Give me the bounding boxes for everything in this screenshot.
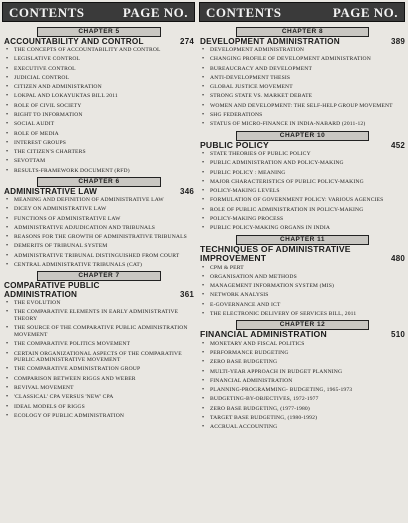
topic-item: • TARGET BASE BUDGETING, (1980-1992) — [200, 415, 405, 422]
header-left — [2, 2, 195, 22]
chapter-label: CHAPTER 8 — [236, 27, 369, 37]
chapter-title: TECHNIQUES OF ADMINISTRATIVE — [200, 243, 351, 254]
topic-item: • ROLE OF CIVIL SOCIETY — [4, 103, 194, 110]
topic-item: • EXECUTIVE CONTROL — [4, 66, 194, 73]
chapter-label: CHAPTER 10 — [236, 131, 369, 141]
topic-item: • CERTAIN ORGANIZATIONAL ASPECTS OF THE COMPARATIVE PUBLIC ADMINISTRATIVE MOVEMENT — [4, 351, 194, 364]
chapter-title-row — [200, 330, 405, 340]
chapter-label: CHAPTER 7 — [37, 271, 161, 281]
topic-item: • STATUS OF MICRO-FINANCE IN INDIA-NABARD (2011-12) — [200, 121, 405, 128]
topic-item: • RIGHT TO INFORMATION — [4, 112, 194, 119]
topic-item: • PERFORMANCE BUDGETING — [200, 350, 405, 357]
topic-item: • STRONG STATE VS. MARKET DEBATE — [200, 93, 405, 100]
topic-item: • ZERO BASE BUDGETING, (1977-1980) — [200, 406, 405, 413]
contents-heading: CONTENTS — [206, 5, 282, 20]
topic-item: • COMPARISON BETWEEN RIGGS AND WEBER — [4, 376, 194, 383]
chapter-title: PUBLIC POLICY — [200, 139, 269, 150]
topic-item: • MULTI-YEAR APPROACH IN BUDGET PLANNING — [200, 369, 405, 376]
chapter-page: 452 — [391, 140, 405, 150]
topic-item: • SOCIAL AUDIT — [4, 121, 194, 128]
topic-item: • SHG FEDERATIONS — [200, 112, 405, 119]
topic-item: • THE COMPARATIVE POLITICS MOVEMENT — [4, 341, 194, 348]
topic-item: • THE SOURCE OF THE COMPARATIVE PUBLIC ADMINISTRATION MOVEMENT — [4, 325, 194, 338]
topic-item: • IDEAL MODELS OF RIGGS — [4, 404, 194, 411]
topic-list — [200, 341, 405, 431]
topic-item: • E-GOVERNANCE AND ICT — [200, 302, 405, 309]
chapter-page: 274 — [180, 37, 194, 46]
topic-item: • PLANNING-PROGRAMMING- BUDGETING, 1965-1973 — [200, 387, 405, 394]
topic-item: • FINANCIAL ADMINISTRATION — [200, 378, 405, 385]
topic-item: • CHANGING PROFILE OF DEVELOPMENT ADMINISTRATION — [200, 56, 405, 63]
topic-item: • ROLE OF MEDIA — [4, 131, 194, 138]
header-right — [199, 2, 405, 22]
chapter-title: ADMINISTRATIVE LAW — [4, 186, 98, 196]
topic-item: • THE ELECTRONIC DELIVERY OF SERVICES BILL, 2011 — [200, 311, 405, 318]
topic-item: • 'CLASSICAL' CPA VERSUS 'NEW' CPA — [4, 394, 194, 401]
chapter-label: CHAPTER 11 — [236, 235, 369, 245]
topic-item: • REVIVAL MOVEMENT — [4, 385, 194, 392]
topic-item: • CENTRAL ADMINISTRATIVE TRIBUNALS (CAT) — [4, 262, 194, 269]
chapter-title-row — [200, 254, 405, 264]
chapter-page: 361 — [180, 290, 194, 300]
chapter-title-row — [4, 290, 194, 299]
topic-item: • ANTI-DEVELOPMENT THESIS — [200, 75, 405, 82]
chapter-title-row — [4, 37, 194, 46]
topic-list — [4, 197, 194, 269]
topic-item: • WOMEN AND DEVELOPMENT: THE SELF-HELP GROUP MOVEMENT — [200, 103, 405, 110]
topic-list — [200, 47, 405, 128]
topic-item: • DICEY ON ADMINISTRATIVE LAW — [4, 206, 194, 213]
topic-item: • MANAGEMENT INFORMATION SYSTEM (MIS) — [200, 283, 405, 290]
topic-item: • ZERO BASE BUDGETING — [200, 359, 405, 366]
chapter-label: CHAPTER 6 — [37, 177, 161, 187]
chapter-title: COMPARATIVE PUBLIC — [4, 281, 100, 291]
topic-item: • BUDGETING-BY-OBJECTIVES, 1972-1977 — [200, 396, 405, 403]
topic-item: • PUBLIC ADMINISTRATION AND POLICY-MAKING — [200, 160, 405, 167]
chapter-title: IMPROVEMENT — [200, 253, 267, 264]
topic-item: • MEANING AND DEFINITION OF ADMINISTRATIVE LAW — [4, 197, 194, 204]
right-column — [200, 26, 405, 434]
topic-item: • THE COMPARATIVE ADMINISTRATION GROUP — [4, 366, 194, 373]
topic-item: • ORGANISATION AND METHODS — [200, 274, 405, 281]
topic-item: • FUNCTIONS OF ADMINISTRATIVE LAW — [4, 216, 194, 223]
topic-item: • MAJOR CHARACTERISTICS OF PUBLIC POLICY-MAKING — [200, 179, 405, 186]
topic-item: • PUBLIC POLICY-MAKING ORGANS IN INDIA — [200, 225, 405, 232]
chapter-title-row — [4, 281, 194, 290]
topic-item: • DEVELOPMENT ADMINISTRATION — [200, 47, 405, 54]
chapter-title: ADMINISTRATION — [4, 290, 78, 300]
chapter-title-row — [200, 37, 405, 46]
topic-item: • THE EVOLUTION — [4, 300, 194, 307]
chapter-page: 346 — [180, 186, 194, 196]
topic-item: • THE COMPARATIVE ELEMENTS IN EARLY ADMINISTRATIVE THEORY — [4, 309, 194, 322]
topic-item: • JUDICIAL CONTROL — [4, 75, 194, 82]
topic-item: • FORMULATION OF GOVERNMENT POLICY: VARIOUS AGENCIES — [200, 197, 405, 204]
topic-item: • BUREAUCRACY AND DEVELOPMENT — [200, 66, 405, 73]
topic-item: • NETWORK ANALYSIS — [200, 292, 405, 299]
topic-item: • ACCRUAL ACCOUNTING — [200, 424, 405, 431]
chapter-page: 480 — [391, 254, 405, 264]
topic-item: • THE CITIZEN'S CHARTERS — [4, 149, 194, 156]
topic-item: • POLICY-MAKING LEVELS — [200, 188, 405, 195]
left-column — [4, 26, 194, 422]
chapter-page: 510 — [391, 330, 405, 340]
topic-item: • ADMINISTRATIVE TRIBUNAL DISTINGUISHED FROM COURT — [4, 253, 194, 260]
topic-item: • POLICY-MAKING PROCESS — [200, 216, 405, 223]
topic-item: • CPM & PERT — [200, 265, 405, 272]
topic-item: • GLOBAL JUSTICE MOVEMENT — [200, 84, 405, 91]
topic-item: • STATE THEORIES OF PUBLIC POLICY — [200, 151, 405, 158]
topic-item: • THE CONCEPTS OF ACCOUNTABILITY AND CONTROL — [4, 47, 194, 54]
chapter-title: ACCOUNTABILITY AND CONTROL — [4, 37, 144, 46]
topic-item: • ADMINISTRATIVE ADJUDICATION AND TRIBUNALS — [4, 225, 194, 232]
chapter-title: FINANCIAL ADMINISTRATION — [200, 329, 327, 340]
chapter-title: DEVELOPMENT ADMINISTRATION — [200, 37, 340, 46]
topic-item: • MONETARY AND FISCAL POLITICS — [200, 341, 405, 348]
chapter-title-row — [200, 141, 405, 151]
page-no-heading: PAGE NO. — [332, 5, 398, 20]
topic-item: • CITIZEN AND ADMINISTRATION — [4, 84, 194, 91]
chapter-label: CHAPTER 12 — [236, 320, 369, 330]
topic-item: • LEGISLATIVE CONTROL — [4, 56, 194, 63]
topic-item: • ECOLOGY OF PUBLIC ADMINISTRATION — [4, 413, 194, 420]
topic-item: • RESULTS-FRAMEWORK DOCUMENT (RFD) — [4, 168, 194, 175]
topic-item: • LOKPAL AND LOKAYUKTAS BILL 2011 — [4, 93, 194, 100]
topic-list — [200, 151, 405, 232]
topic-item: • SEVOTTAM — [4, 158, 194, 165]
topic-item: • ROLE OF PUBLIC ADMINISTRATION IN POLICY-MAKING — [200, 207, 405, 214]
topic-item: • PUBLIC POLICY : MEANING — [200, 170, 405, 177]
topic-item: • DEMERITS OF TRIBUNAL SYSTEM — [4, 243, 194, 250]
chapter-label: CHAPTER 5 — [37, 27, 161, 37]
page-no-heading: PAGE NO. — [122, 5, 188, 20]
topic-list — [4, 47, 194, 174]
topic-list — [4, 300, 194, 419]
topic-list — [200, 265, 405, 318]
chapter-page: 389 — [391, 37, 405, 46]
topic-item: • INTEREST GROUPS — [4, 140, 194, 147]
contents-heading: CONTENTS — [9, 5, 85, 20]
topic-item: • REASONS FOR THE GROWTH OF ADMINISTRATIVE TRIBUNALS — [4, 234, 194, 241]
chapter-title-row — [4, 187, 194, 196]
